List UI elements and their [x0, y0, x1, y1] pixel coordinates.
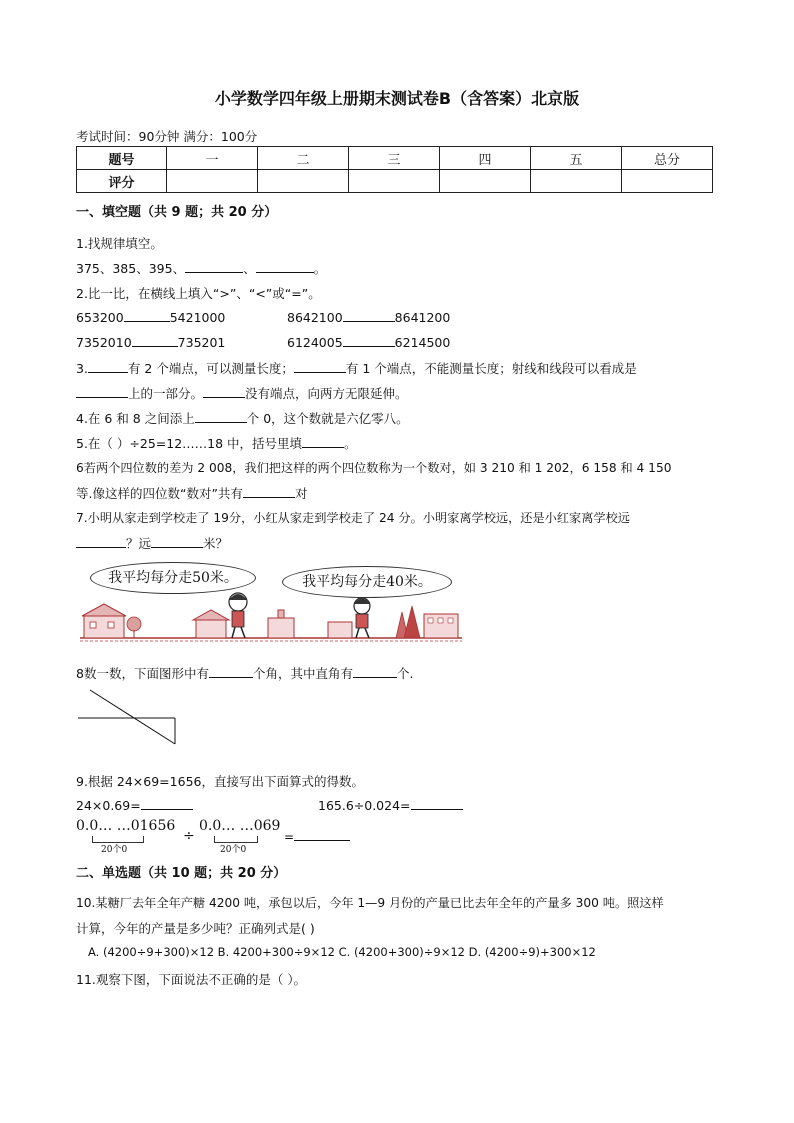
divide-sign: ÷: [183, 828, 195, 844]
score-row-label: 评分: [77, 170, 167, 193]
score-input-cell[interactable]: [258, 170, 349, 193]
q1-sequence: 375、385、395、 、 。: [76, 261, 327, 276]
exam-info: 考试时间：90分钟 满分：100分: [76, 129, 258, 144]
answer-blank[interactable]: [195, 410, 247, 423]
score-input-cell[interactable]: [531, 170, 622, 193]
angle-figure: [76, 686, 180, 748]
q2-row-2b: 6124005 6214500: [287, 335, 451, 350]
q9-expr-1: 24×0.69=: [76, 797, 193, 813]
section-1-heading: 一、填空题（共 9 题；共 20 分）: [76, 205, 278, 220]
q9-result: =: [284, 828, 350, 844]
q7-line-1: 7.小明从家走到学校走了 19分，小红从家走到学校走了 24 分。小明家离学校远，还是小红家离学校远: [76, 511, 630, 525]
answer-blank[interactable]: [185, 260, 243, 273]
answer-blank[interactable]: [294, 360, 346, 373]
q1-stem: 1.找规律填空。: [76, 236, 163, 251]
page-title: 小学数学四年级上册期末测试卷B（含答案）北京版: [214, 89, 580, 108]
score-input-cell[interactable]: [167, 170, 258, 193]
score-cell: 五: [531, 147, 622, 170]
q9-number-2: 0.0… …069: [199, 818, 281, 834]
q6-line-1: 6若两个四位数的差为 2 008，我们把这样的两个四位数称为一个数对，如 3 210 和 1 202，6 158 和 4 150: [76, 461, 672, 475]
q8-line: 8数一数，下面图形中有 个角，其中直角有 个.: [76, 666, 414, 681]
answer-blank[interactable]: [88, 360, 128, 373]
score-cell: 三: [349, 147, 440, 170]
score-input-cell[interactable]: [622, 170, 713, 193]
score-cell: 四: [440, 147, 531, 170]
q5-line: 5.在（ ）÷25=12……18 中，括号里填 。: [76, 436, 357, 451]
q10-line-2: 计算，今年的产量是多少吨？正确列式是( ): [76, 921, 315, 936]
q9-stem: 9.根据 24×69=1656，直接写出下面算式的得数。: [76, 774, 364, 789]
answer-blank[interactable]: [209, 665, 253, 678]
answer-blank[interactable]: [353, 665, 397, 678]
q11-stem: 11.观察下图，下面说法不正确的是（ ）。: [76, 972, 307, 987]
speech-bubble-xiaohong: 我平均每分走40米。: [282, 566, 452, 598]
q9-number-1: 0.0… …01656: [76, 818, 176, 834]
answer-blank[interactable]: [132, 334, 178, 347]
score-input-cell[interactable]: [349, 170, 440, 193]
q2-row-2: 7352010 735201: [76, 335, 226, 350]
score-table-score-row: [77, 170, 713, 193]
score-cell: 题号: [77, 147, 167, 170]
q10-options: A. (4200÷9+300)×12 B. 4200+300÷9×12 C. (4200+300)÷9×12 D. (4200÷9)+300×12: [88, 945, 596, 959]
answer-blank[interactable]: [294, 828, 350, 841]
q2-row-1: 653200 5421000: [76, 310, 226, 325]
answer-blank[interactable]: [76, 385, 128, 398]
answer-blank[interactable]: [141, 797, 193, 810]
answer-blank[interactable]: [76, 535, 126, 548]
answer-blank[interactable]: [302, 435, 344, 448]
q6-line-2: 等.像这样的四位数“数对”共有 对: [76, 486, 308, 501]
answer-blank[interactable]: [411, 797, 463, 810]
q2-stem: 2.比一比，在横线上填入“>”、“<”或“=”。: [76, 286, 321, 301]
q7-illustration: [78, 560, 464, 646]
zero-count-label: 20个0: [101, 845, 128, 855]
q2-row-1b: 8642100 8641200: [287, 310, 451, 325]
speech-bubble-xiaoming: 我平均每分走50米。: [90, 562, 256, 594]
answer-blank[interactable]: [343, 309, 395, 322]
answer-blank[interactable]: [124, 309, 170, 322]
q7-line-2: ？远 米？: [76, 534, 228, 552]
zero-count-label: 20个0: [220, 845, 247, 855]
score-cell: 总分: [622, 147, 713, 170]
answer-blank[interactable]: [203, 385, 245, 398]
q4-line: 4.在 6 和 8 之间添上 个 0，这个数就是六亿零八。: [76, 411, 409, 426]
q3-line-2: 上的一部分。 没有端点，向两方无限延伸。: [76, 384, 408, 402]
q3-line-1: 3. 有 2 个端点，可以测量长度； 有 1 个端点，不能测量长度；射线和线段可以看成是: [76, 361, 637, 376]
q10-line-1: 10.某糖厂去年全年产糖 4200 吨，承包以后，今年 1—9 月份的产量已比去年全年的产量多 300 吨。照这样: [76, 896, 664, 910]
answer-blank[interactable]: [243, 485, 295, 498]
answer-blank[interactable]: [343, 334, 395, 347]
score-table-header-row: [77, 147, 713, 170]
section-2-heading: 二、单选题（共 10 题；共 20 分）: [76, 866, 287, 881]
answer-blank[interactable]: [256, 260, 314, 273]
score-table: [76, 146, 713, 193]
q9-expr-2: 165.6÷0.024=: [318, 797, 463, 813]
answer-blank[interactable]: [151, 535, 203, 548]
score-cell: 二: [258, 147, 349, 170]
score-input-cell[interactable]: [440, 170, 531, 193]
score-cell: 一: [167, 147, 258, 170]
